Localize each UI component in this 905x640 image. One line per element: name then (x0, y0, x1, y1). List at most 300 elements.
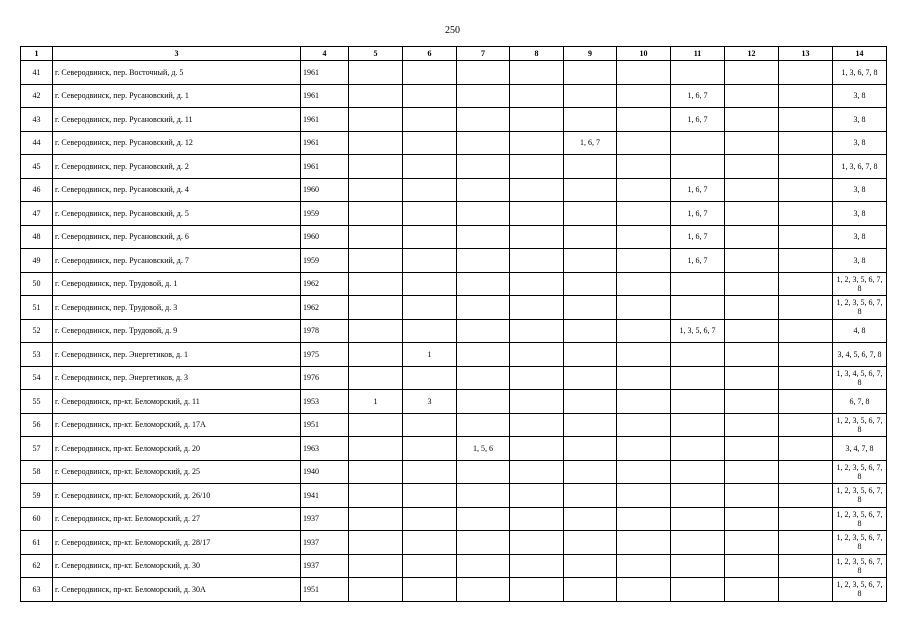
cell-col-12 (725, 61, 779, 85)
row-number: 44 (21, 131, 53, 155)
cell-col-14: 3, 8 (833, 84, 887, 108)
row-number: 53 (21, 343, 53, 367)
column-header: 7 (457, 47, 510, 61)
address-cell: г. Северодвинск, пр-кт. Беломорский, д. 30 (53, 554, 301, 578)
cell-col-11 (671, 484, 725, 508)
cell-col-12 (725, 249, 779, 273)
cell-col-12 (725, 390, 779, 414)
cell-col-11: 1, 6, 7 (671, 84, 725, 108)
cell-col-9 (564, 225, 617, 249)
cell-col-14: 1, 2, 3, 5, 6, 7, 8 (833, 413, 887, 437)
year-cell: 1940 (301, 460, 349, 484)
cell-col-5 (349, 178, 403, 202)
cell-col-12 (725, 507, 779, 531)
cell-col-13 (779, 484, 833, 508)
cell-col-8 (510, 178, 564, 202)
cell-col-8 (510, 61, 564, 85)
cell-col-11 (671, 272, 725, 296)
table-row (21, 531, 887, 555)
year-cell: 1937 (301, 507, 349, 531)
address-cell: г. Северодвинск, пер. Русановский, д. 6 (53, 225, 301, 249)
cell-col-12 (725, 84, 779, 108)
cell-col-7: 1, 5, 6 (457, 437, 510, 461)
cell-col-7 (457, 61, 510, 85)
cell-col-9 (564, 249, 617, 273)
cell-col-13 (779, 507, 833, 531)
cell-col-14: 1, 2, 3, 5, 6, 7, 8 (833, 507, 887, 531)
cell-col-7 (457, 413, 510, 437)
address-cell: г. Северодвинск, пр-кт. Беломорский, д. 11 (53, 390, 301, 414)
cell-col-10 (617, 343, 671, 367)
column-header: 14 (833, 47, 887, 61)
cell-col-10 (617, 202, 671, 226)
cell-col-10 (617, 437, 671, 461)
cell-col-5 (349, 343, 403, 367)
cell-col-13 (779, 554, 833, 578)
cell-col-9 (564, 484, 617, 508)
cell-col-14: 3, 8 (833, 178, 887, 202)
cell-col-9 (564, 296, 617, 320)
cell-col-14: 3, 4, 7, 8 (833, 437, 887, 461)
cell-col-10 (617, 296, 671, 320)
address-cell: г. Северодвинск, пер. Русановский, д. 1 (53, 84, 301, 108)
column-header: 6 (403, 47, 457, 61)
column-header: 4 (301, 47, 349, 61)
cell-col-14: 3, 8 (833, 108, 887, 132)
header-row (21, 47, 887, 61)
cell-col-13 (779, 178, 833, 202)
table-row (21, 366, 887, 390)
cell-col-14: 3, 4, 5, 6, 7, 8 (833, 343, 887, 367)
cell-col-6 (403, 319, 457, 343)
address-cell: г. Северодвинск, пер. Энергетиков, д. 1 (53, 343, 301, 367)
address-cell: г. Северодвинск, пр-кт. Беломорский, д. 28/17 (53, 531, 301, 555)
cell-col-12 (725, 272, 779, 296)
row-number: 55 (21, 390, 53, 414)
cell-col-5 (349, 507, 403, 531)
cell-col-8 (510, 319, 564, 343)
address-cell: г. Северодвинск, пер. Трудовой, д. 9 (53, 319, 301, 343)
cell-col-5 (349, 413, 403, 437)
cell-col-6 (403, 131, 457, 155)
cell-col-7 (457, 531, 510, 555)
table-row (21, 155, 887, 179)
year-cell: 1959 (301, 202, 349, 226)
cell-col-13 (779, 437, 833, 461)
column-header: 13 (779, 47, 833, 61)
cell-col-14: 1, 2, 3, 5, 6, 7, 8 (833, 531, 887, 555)
cell-col-10 (617, 84, 671, 108)
year-cell: 1962 (301, 296, 349, 320)
cell-col-6: 1 (403, 343, 457, 367)
cell-col-7 (457, 108, 510, 132)
cell-col-7 (457, 343, 510, 367)
cell-col-14: 4, 8 (833, 319, 887, 343)
cell-col-10 (617, 225, 671, 249)
cell-col-9 (564, 155, 617, 179)
address-cell: г. Северодвинск, пр-кт. Беломорский, д. 30А (53, 578, 301, 602)
cell-col-6 (403, 225, 457, 249)
address-cell: г. Северодвинск, пер. Трудовой, д. 1 (53, 272, 301, 296)
cell-col-5 (349, 131, 403, 155)
year-cell: 1961 (301, 108, 349, 132)
address-cell: г. Северодвинск, пр-кт. Беломорский, д. 26/10 (53, 484, 301, 508)
address-cell: г. Северодвинск, пр-кт. Беломорский, д. 25 (53, 460, 301, 484)
cell-col-9 (564, 507, 617, 531)
row-number: 50 (21, 272, 53, 296)
cell-col-10 (617, 155, 671, 179)
table-row (21, 460, 887, 484)
year-cell: 1960 (301, 178, 349, 202)
cell-col-11 (671, 61, 725, 85)
cell-col-14: 1, 2, 3, 5, 6, 7, 8 (833, 554, 887, 578)
cell-col-12 (725, 296, 779, 320)
cell-col-9 (564, 272, 617, 296)
cell-col-13 (779, 578, 833, 602)
cell-col-13 (779, 531, 833, 555)
cell-col-13 (779, 84, 833, 108)
cell-col-10 (617, 390, 671, 414)
cell-col-5 (349, 202, 403, 226)
cell-col-9 (564, 554, 617, 578)
address-cell: г. Северодвинск, пр-кт. Беломорский, д. 17А (53, 413, 301, 437)
cell-col-9 (564, 108, 617, 132)
cell-col-10 (617, 108, 671, 132)
table-row (21, 413, 887, 437)
cell-col-13 (779, 108, 833, 132)
column-header: 8 (510, 47, 564, 61)
table-row (21, 554, 887, 578)
cell-col-8 (510, 413, 564, 437)
cell-col-5: 1 (349, 390, 403, 414)
cell-col-14: 1, 2, 3, 5, 6, 7, 8 (833, 272, 887, 296)
table-row (21, 484, 887, 508)
year-cell: 1951 (301, 413, 349, 437)
cell-col-8 (510, 507, 564, 531)
cell-col-6 (403, 484, 457, 508)
cell-col-7 (457, 155, 510, 179)
cell-col-8 (510, 484, 564, 508)
year-cell: 1961 (301, 131, 349, 155)
row-number: 59 (21, 484, 53, 508)
table-row (21, 84, 887, 108)
cell-col-10 (617, 178, 671, 202)
table-row (21, 319, 887, 343)
cell-col-12 (725, 202, 779, 226)
year-cell: 1978 (301, 319, 349, 343)
table-row (21, 507, 887, 531)
cell-col-8 (510, 249, 564, 273)
cell-col-8 (510, 554, 564, 578)
cell-col-9 (564, 460, 617, 484)
cell-col-14: 3, 8 (833, 225, 887, 249)
cell-col-5 (349, 460, 403, 484)
cell-col-7 (457, 131, 510, 155)
cell-col-12 (725, 554, 779, 578)
address-cell: г. Северодвинск, пер. Энергетиков, д. 3 (53, 366, 301, 390)
address-cell: г. Северодвинск, пер. Русановский, д. 12 (53, 131, 301, 155)
cell-col-12 (725, 225, 779, 249)
column-header: 11 (671, 47, 725, 61)
cell-col-13 (779, 249, 833, 273)
cell-col-6 (403, 531, 457, 555)
table-row (21, 390, 887, 414)
cell-col-6 (403, 437, 457, 461)
cell-col-10 (617, 460, 671, 484)
cell-col-9 (564, 390, 617, 414)
cell-col-12 (725, 343, 779, 367)
cell-col-5 (349, 61, 403, 85)
cell-col-13 (779, 155, 833, 179)
cell-col-8 (510, 390, 564, 414)
cell-col-10 (617, 61, 671, 85)
cell-col-11 (671, 390, 725, 414)
cell-col-5 (349, 249, 403, 273)
row-number: 47 (21, 202, 53, 226)
cell-col-12 (725, 155, 779, 179)
cell-col-10 (617, 531, 671, 555)
table-row (21, 131, 887, 155)
table-row (21, 249, 887, 273)
cell-col-6 (403, 249, 457, 273)
table-body (21, 61, 887, 602)
cell-col-13 (779, 202, 833, 226)
row-number: 57 (21, 437, 53, 461)
cell-col-9 (564, 437, 617, 461)
address-cell: г. Северодвинск, пер. Русановский, д. 7 (53, 249, 301, 273)
cell-col-5 (349, 366, 403, 390)
cell-col-10 (617, 366, 671, 390)
cell-col-8 (510, 272, 564, 296)
cell-col-10 (617, 507, 671, 531)
cell-col-12 (725, 366, 779, 390)
cell-col-8 (510, 531, 564, 555)
cell-col-11 (671, 296, 725, 320)
address-cell: г. Северодвинск, пер. Восточный, д. 5 (53, 61, 301, 85)
cell-col-7 (457, 296, 510, 320)
cell-col-6 (403, 460, 457, 484)
year-cell: 1962 (301, 272, 349, 296)
cell-col-9 (564, 319, 617, 343)
cell-col-6 (403, 84, 457, 108)
housing-registry-table (20, 46, 887, 602)
table-row (21, 202, 887, 226)
column-header: 1 (21, 47, 53, 61)
column-header: 5 (349, 47, 403, 61)
cell-col-12 (725, 460, 779, 484)
row-number: 63 (21, 578, 53, 602)
year-cell: 1960 (301, 225, 349, 249)
year-cell: 1937 (301, 531, 349, 555)
cell-col-5 (349, 578, 403, 602)
column-header: 12 (725, 47, 779, 61)
cell-col-8 (510, 578, 564, 602)
cell-col-8 (510, 460, 564, 484)
cell-col-9 (564, 531, 617, 555)
cell-col-13 (779, 272, 833, 296)
row-number: 45 (21, 155, 53, 179)
cell-col-11 (671, 343, 725, 367)
year-cell: 1963 (301, 437, 349, 461)
row-number: 52 (21, 319, 53, 343)
cell-col-6 (403, 108, 457, 132)
cell-col-10 (617, 554, 671, 578)
cell-col-13 (779, 460, 833, 484)
cell-col-12 (725, 108, 779, 132)
cell-col-7 (457, 272, 510, 296)
cell-col-6 (403, 507, 457, 531)
address-cell: г. Северодвинск, пер. Русановский, д. 2 (53, 155, 301, 179)
table-row (21, 296, 887, 320)
column-header: 3 (53, 47, 301, 61)
cell-col-5 (349, 108, 403, 132)
cell-col-11 (671, 437, 725, 461)
cell-col-11: 1, 6, 7 (671, 178, 725, 202)
cell-col-10 (617, 131, 671, 155)
year-cell: 1961 (301, 155, 349, 179)
cell-col-7 (457, 178, 510, 202)
cell-col-5 (349, 437, 403, 461)
cell-col-10 (617, 484, 671, 508)
cell-col-9 (564, 84, 617, 108)
page-number: 250 (445, 25, 460, 36)
row-number: 46 (21, 178, 53, 202)
cell-col-11 (671, 366, 725, 390)
cell-col-6 (403, 366, 457, 390)
year-cell: 1937 (301, 554, 349, 578)
cell-col-6 (403, 202, 457, 226)
cell-col-11: 1, 3, 5, 6, 7 (671, 319, 725, 343)
cell-col-14: 1, 3, 4, 5, 6, 7, 8 (833, 366, 887, 390)
cell-col-13 (779, 131, 833, 155)
cell-col-12 (725, 178, 779, 202)
year-cell: 1961 (301, 84, 349, 108)
cell-col-5 (349, 84, 403, 108)
cell-col-6 (403, 554, 457, 578)
cell-col-13 (779, 413, 833, 437)
cell-col-6 (403, 155, 457, 179)
cell-col-7 (457, 578, 510, 602)
cell-col-8 (510, 155, 564, 179)
cell-col-5 (349, 296, 403, 320)
address-cell: г. Северодвинск, пер. Русановский, д. 5 (53, 202, 301, 226)
cell-col-11 (671, 507, 725, 531)
row-number: 56 (21, 413, 53, 437)
cell-col-6 (403, 578, 457, 602)
row-number: 48 (21, 225, 53, 249)
cell-col-8 (510, 225, 564, 249)
cell-col-12 (725, 578, 779, 602)
cell-col-9 (564, 61, 617, 85)
cell-col-11: 1, 6, 7 (671, 202, 725, 226)
year-cell: 1975 (301, 343, 349, 367)
cell-col-6 (403, 61, 457, 85)
column-header: 9 (564, 47, 617, 61)
cell-col-5 (349, 554, 403, 578)
cell-col-9 (564, 578, 617, 602)
cell-col-10 (617, 413, 671, 437)
cell-col-5 (349, 155, 403, 179)
cell-col-9 (564, 202, 617, 226)
cell-col-6 (403, 413, 457, 437)
cell-col-10 (617, 272, 671, 296)
year-cell: 1976 (301, 366, 349, 390)
cell-col-14: 1, 2, 3, 5, 6, 7, 8 (833, 296, 887, 320)
row-number: 62 (21, 554, 53, 578)
table-row (21, 108, 887, 132)
table-row (21, 225, 887, 249)
cell-col-7 (457, 319, 510, 343)
cell-col-14: 1, 3, 6, 7, 8 (833, 61, 887, 85)
cell-col-5 (349, 531, 403, 555)
table-row (21, 343, 887, 367)
cell-col-9 (564, 413, 617, 437)
address-cell: г. Северодвинск, пер. Русановский, д. 4 (53, 178, 301, 202)
cell-col-7 (457, 202, 510, 226)
cell-col-5 (349, 319, 403, 343)
row-number: 61 (21, 531, 53, 555)
cell-col-6 (403, 296, 457, 320)
address-cell: г. Северодвинск, пр-кт. Беломорский, д. 20 (53, 437, 301, 461)
cell-col-8 (510, 296, 564, 320)
cell-col-13 (779, 366, 833, 390)
cell-col-14: 1, 2, 3, 5, 6, 7, 8 (833, 484, 887, 508)
cell-col-12 (725, 413, 779, 437)
cell-col-7 (457, 554, 510, 578)
cell-col-11 (671, 578, 725, 602)
cell-col-7 (457, 225, 510, 249)
cell-col-8 (510, 343, 564, 367)
table-row (21, 437, 887, 461)
cell-col-6 (403, 272, 457, 296)
cell-col-6 (403, 178, 457, 202)
year-cell: 1961 (301, 61, 349, 85)
year-cell: 1959 (301, 249, 349, 273)
cell-col-8 (510, 437, 564, 461)
cell-col-14: 3, 8 (833, 131, 887, 155)
address-cell: г. Северодвинск, пер. Трудовой, д. 3 (53, 296, 301, 320)
row-number: 58 (21, 460, 53, 484)
cell-col-11 (671, 155, 725, 179)
cell-col-7 (457, 460, 510, 484)
cell-col-13 (779, 225, 833, 249)
cell-col-7 (457, 84, 510, 108)
cell-col-8 (510, 131, 564, 155)
table-row (21, 61, 887, 85)
cell-col-7 (457, 249, 510, 273)
cell-col-12 (725, 131, 779, 155)
column-header: 10 (617, 47, 671, 61)
cell-col-12 (725, 437, 779, 461)
cell-col-14: 1, 3, 6, 7, 8 (833, 155, 887, 179)
row-number: 42 (21, 84, 53, 108)
cell-col-13 (779, 61, 833, 85)
cell-col-12 (725, 319, 779, 343)
cell-col-7 (457, 390, 510, 414)
row-number: 41 (21, 61, 53, 85)
cell-col-11 (671, 460, 725, 484)
cell-col-7 (457, 507, 510, 531)
cell-col-7 (457, 366, 510, 390)
cell-col-11 (671, 554, 725, 578)
cell-col-9 (564, 178, 617, 202)
cell-col-11 (671, 413, 725, 437)
cell-col-11: 1, 6, 7 (671, 225, 725, 249)
year-cell: 1953 (301, 390, 349, 414)
cell-col-9 (564, 366, 617, 390)
cell-col-8 (510, 202, 564, 226)
cell-col-6: 3 (403, 390, 457, 414)
